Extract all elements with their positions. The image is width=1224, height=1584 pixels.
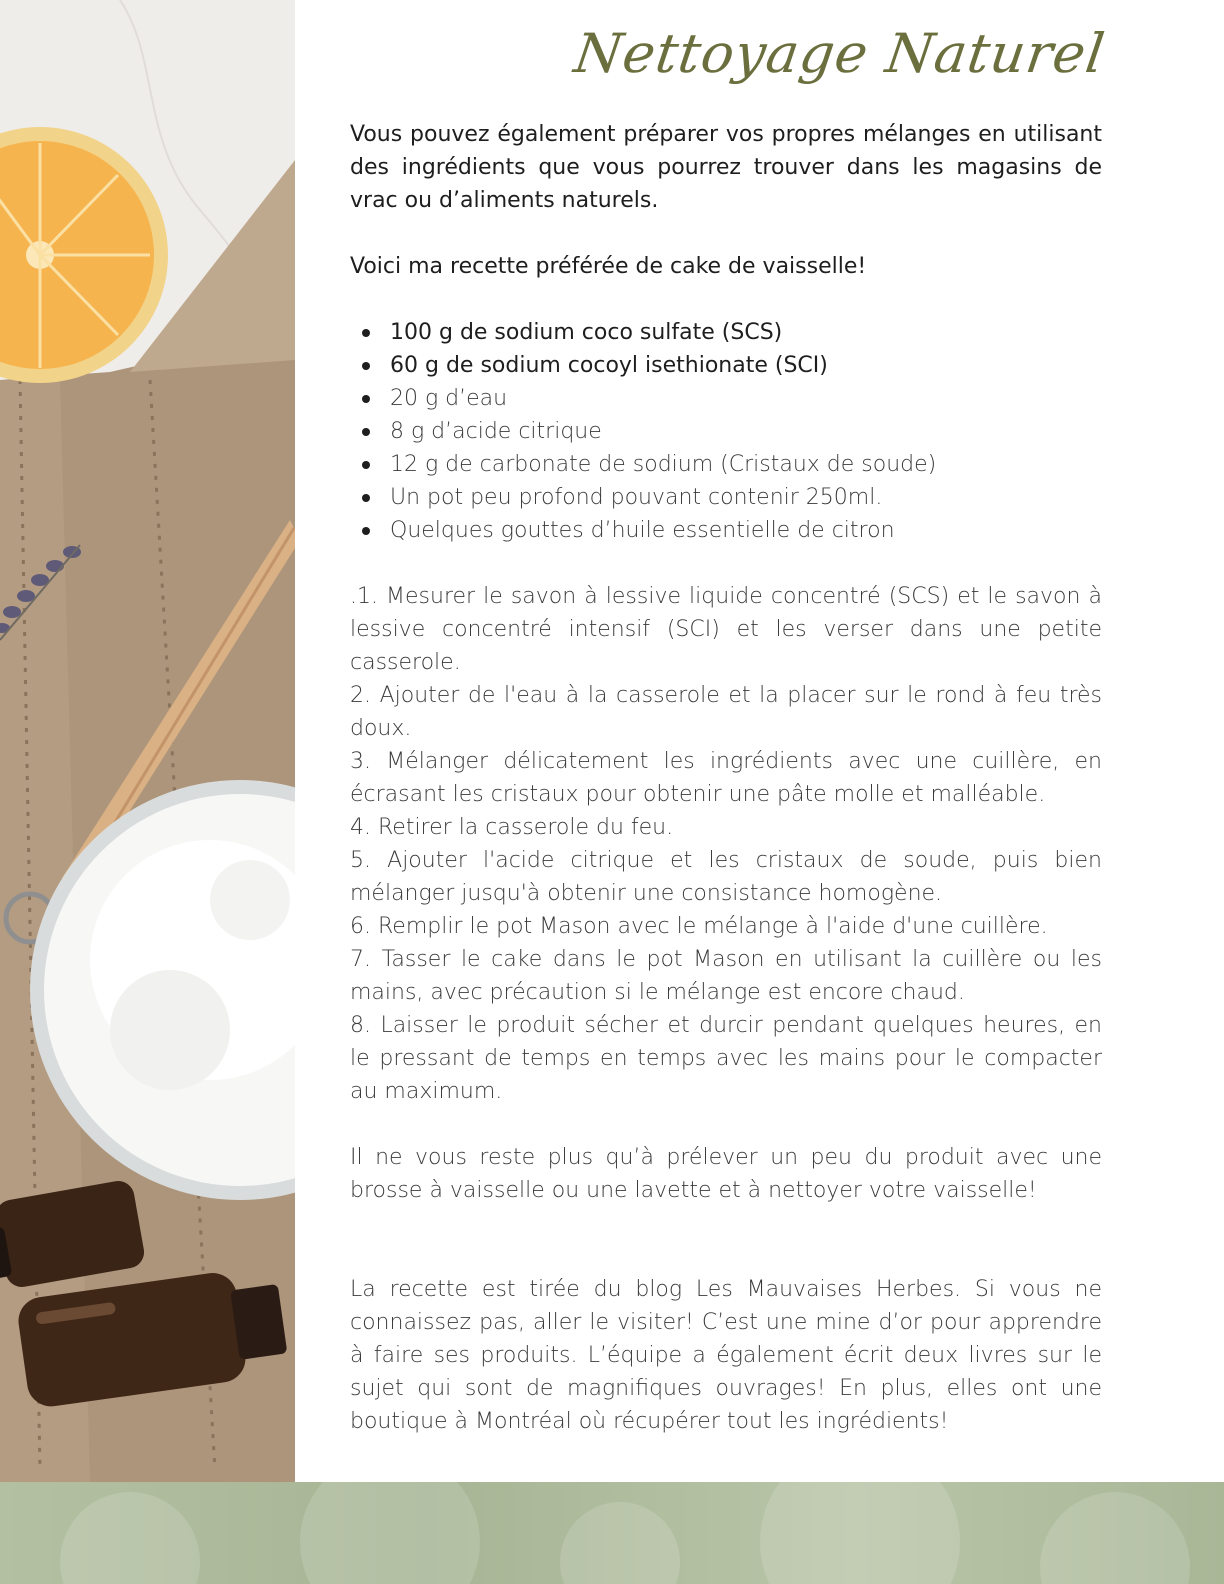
article-body bbox=[350, 118, 1102, 1438]
page-title: Nettoyage Naturel bbox=[570, 22, 1109, 85]
ingredient-list bbox=[350, 316, 1102, 547]
source-note-paragraph: La recette est tirée du blog Les Mauvaises Herbes. Si vous ne connaissez pas, aller le visiter! C’est une mine d’or pour apprendre à faire ses produits. L’équipe a également écrit deux livres sur le sujet qui sont de magnifiques ouvrages! En plus, elles ont une boutique à Montréal où récupérer tout les ingrédients! bbox=[350, 1277, 1102, 1434]
list-item: Un pot peu profond pouvant contenir 250ml. bbox=[390, 481, 1102, 514]
list-item: Quelques gouttes d’huile essentielle de citron bbox=[390, 514, 1102, 547]
list-item: 12 g de carbonate de sodium (Cristaux de soude) bbox=[390, 448, 1102, 481]
step-item: 4. Retirer la casserole du feu. bbox=[350, 815, 674, 840]
steps-list bbox=[350, 580, 1102, 1108]
list-item: 20 g d’eau bbox=[390, 382, 1102, 415]
step-item: 2. Ajouter de l'eau à la casserole et la placer sur le rond à feu très doux. bbox=[350, 683, 1102, 741]
footer-band bbox=[0, 1482, 1224, 1584]
photo-illustration bbox=[0, 0, 295, 1482]
intro-paragraph: Vous pouvez également préparer vos propres mélanges en utilisant des ingrédients que vous pourrez trouver dans les magasins de vrac ou d’aliments naturels. bbox=[350, 122, 1102, 213]
recipe-heading: Voici ma recette préférée de cake de vaisselle! bbox=[350, 254, 867, 279]
step-item: 3. Mélanger délicatement les ingrédients avec une cuillère, en écrasant les cristaux pour obtenir une pâte molle et malléable. bbox=[350, 749, 1102, 807]
list-item: 8 g d’acide citrique bbox=[390, 415, 1102, 448]
list-item: 60 g de sodium cocoyl isethionate (SCI) bbox=[390, 349, 1102, 382]
closing-paragraph: Il ne vous reste plus qu’à prélever un peu du produit avec une brosse à vaisselle ou une lavette et à nettoyer votre vaisselle! bbox=[350, 1145, 1102, 1203]
decorative-photo bbox=[0, 0, 295, 1482]
step-item: 7. Tasser le cake dans le pot Mason en utilisant la cuillère ou les mains, avec précaution si le mélange est encore chaud. bbox=[350, 947, 1102, 1005]
step-item: .1. Mesurer le savon à lessive liquide concentré (SCS) et le savon à lessive concentré intensif (SCI) et les verser dans une petite casserole. bbox=[350, 584, 1102, 675]
list-item: 100 g de sodium coco sulfate (SCS) bbox=[390, 316, 1102, 349]
step-item: 6. Remplir le pot Mason avec le mélange à l'aide d'une cuillère. bbox=[350, 914, 1048, 939]
step-item: 8. Laisser le produit sécher et durcir pendant quelques heures, en le pressant de temps en temps avec les mains pour le compacter au maximum. bbox=[350, 1013, 1102, 1104]
step-item: 5. Ajouter l'acide citrique et les cristaux de soude, puis bien mélanger jusqu'à obtenir une consistance homogène. bbox=[350, 848, 1102, 906]
